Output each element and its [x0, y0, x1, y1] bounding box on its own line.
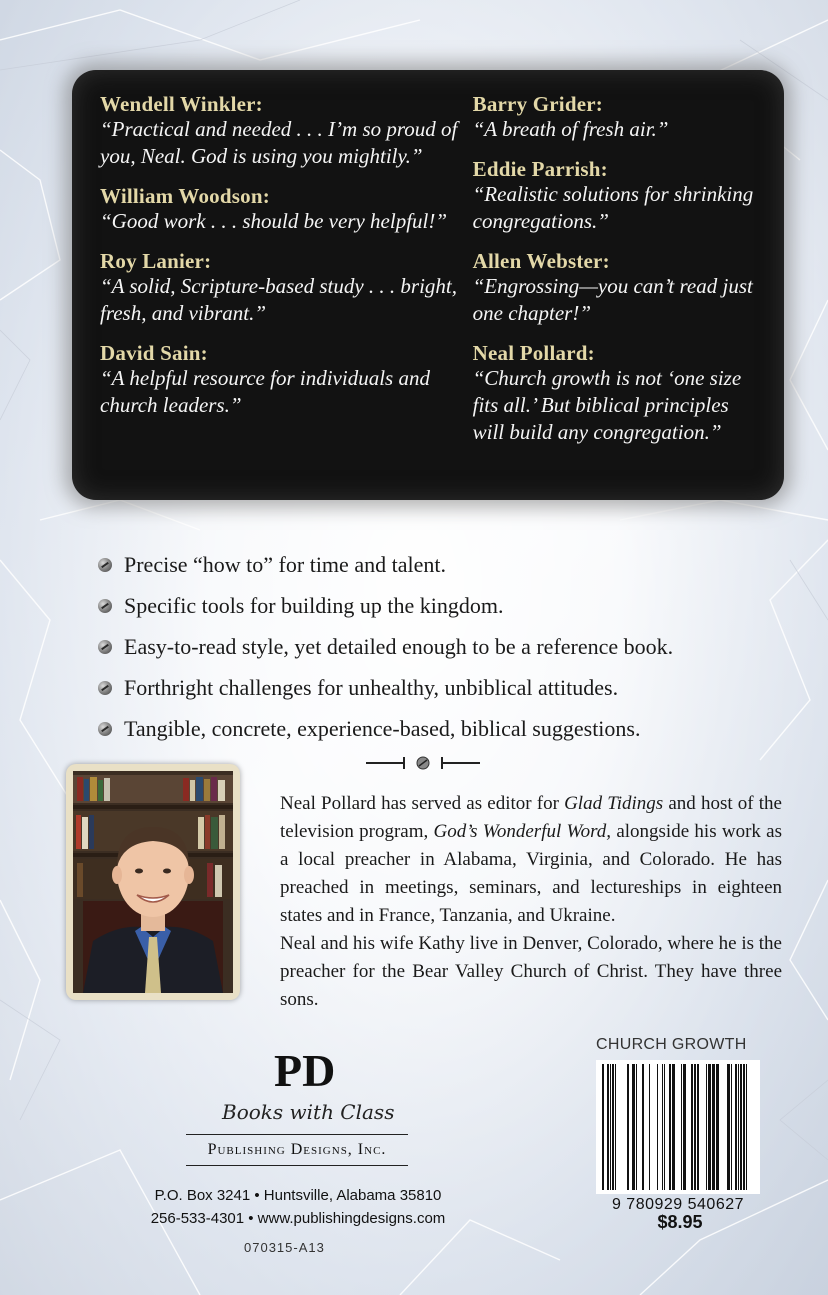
testimonial-author: Allen Webster:	[472, 249, 610, 273]
bio-text: and host of the television program,	[280, 793, 782, 842]
isbn-digits: 9 780929 540627	[611, 1196, 745, 1213]
barcode-bar	[738, 1064, 739, 1190]
author-portrait-image	[73, 771, 233, 993]
testimonial-author: David Sain:	[100, 341, 208, 365]
barcode-bar	[607, 1064, 609, 1190]
bio-paragraph-2: Neal and his wife Kathy live in Denver, Colorado, where he is the preacher for the Bear Valley Church of Christ. They have three sons.	[280, 933, 782, 1010]
barcode-bar	[746, 1064, 747, 1190]
testimonial	[100, 341, 469, 419]
testimonial-quote: “A solid, Scripture-based study . . . bright, fresh, and vibrant.”	[100, 274, 457, 325]
barcode-bar	[657, 1064, 658, 1190]
author-bio	[268, 790, 782, 1014]
barcode-bar	[706, 1064, 707, 1190]
list-item	[98, 585, 798, 626]
testimonial-quote: “A breath of fresh air.”	[472, 117, 669, 141]
testimonial	[473, 92, 760, 143]
book-category: CHURCH GROWTH	[596, 1036, 747, 1053]
testimonial	[473, 249, 760, 327]
testimonial-author: William Woodson:	[100, 184, 270, 208]
testimonial-quote: “A helpful resource for individuals and church leaders.”	[100, 366, 430, 417]
barcode-bar	[731, 1064, 732, 1190]
barcode-bar	[636, 1064, 637, 1190]
barcode-bar	[716, 1064, 719, 1190]
publisher-address	[112, 1184, 484, 1230]
bullet-text: Forthright challenges for unhealthy, unbiblical attitudes.	[124, 674, 619, 700]
barcode-bar	[610, 1064, 611, 1190]
barcode-bar	[612, 1064, 614, 1190]
testimonial-quote: “Good work . . . should be very helpful!”	[100, 209, 448, 233]
isbn-barcode	[596, 1060, 760, 1194]
barcode-bar	[642, 1064, 644, 1190]
feature-bullet-list	[98, 544, 798, 749]
bullet-icon	[98, 599, 112, 613]
testimonial-quote: “Practical and needed . . . I’m so proud of you, Neal. God is using you mightily.”	[100, 117, 458, 168]
barcode-bar	[712, 1064, 715, 1190]
testimonial	[473, 341, 760, 446]
barcode-bar	[727, 1064, 730, 1190]
barcode-image	[596, 1060, 760, 1194]
author-photo	[73, 771, 233, 993]
testimonial-author: Eddie Parrish:	[472, 157, 608, 181]
testimonial-quote: “Church growth is not ‘one size fits all.’ But biblical principles will build any congregation.”	[472, 366, 742, 444]
bio-title-gods-wonderful-word: God’s Wonderful Word,	[433, 821, 612, 842]
barcode-bar	[662, 1064, 663, 1190]
pd-logo-icon	[270, 1040, 336, 1096]
testimonial-author: Roy Lanier:	[100, 249, 212, 273]
barcode-bar	[627, 1064, 629, 1190]
publisher-tagline: Books with Class	[222, 1100, 395, 1124]
barcode-bar	[602, 1064, 604, 1190]
pd-logo-letter-p: PD	[274, 1045, 336, 1096]
barcode-bar	[743, 1064, 745, 1190]
barcode-bar	[694, 1064, 696, 1190]
barcode-bar	[664, 1064, 665, 1190]
product-code: 070315-A13	[244, 1240, 325, 1255]
testimonial	[100, 92, 469, 170]
testimonial	[100, 184, 469, 235]
bullet-text: Easy-to-read style, yet detailed enough to be a reference book.	[124, 633, 674, 659]
bullet-text: Tangible, concrete, experience-based, biblical suggestions.	[124, 715, 641, 741]
barcode-bar	[740, 1064, 742, 1190]
testimonial	[100, 249, 469, 327]
barcode-bar	[697, 1064, 699, 1190]
bio-text: alongside his work as a local preacher in Alabama, Virginia, and Colorado. He has preached in meetings, seminars, and lectureships in eighteen states and in France, Tanzania, and Ukraine.	[280, 821, 782, 926]
bullet-icon	[98, 722, 112, 736]
testimonials-left-column	[100, 92, 469, 500]
barcode-bar	[669, 1064, 671, 1190]
bio-paragraph-1	[268, 790, 782, 930]
testimonials-right-column	[473, 92, 760, 500]
bullet-text: Precise “how to” for time and talent.	[124, 551, 446, 577]
testimonial	[473, 157, 760, 235]
testimonial-author: Wendell Winkler:	[100, 92, 263, 116]
barcode-bar	[735, 1064, 737, 1190]
bio-text: Neal Pollard has served as editor for	[280, 793, 565, 814]
barcode-bar	[672, 1064, 675, 1190]
list-item	[98, 667, 798, 708]
bullet-text: Specific tools for building up the kingdom.	[124, 592, 504, 618]
barcode-bar	[708, 1064, 711, 1190]
barcode-bar	[615, 1064, 616, 1190]
barcode-bar	[649, 1064, 650, 1190]
bullet-icon	[98, 558, 112, 572]
address-line: P.O. Box 3241 • Huntsville, Alabama 35810	[154, 1187, 442, 1204]
publisher-name: Publishing Designs, Inc.	[186, 1134, 408, 1166]
testimonial-author: Neal Pollard:	[472, 341, 595, 365]
testimonials-panel	[72, 70, 784, 500]
contact-line: 256-533-4301 • www.publishingdesigns.com	[150, 1210, 446, 1227]
publisher-logo	[186, 1040, 408, 1166]
bio-title-glad-tidings: Glad Tidings	[564, 793, 664, 814]
barcode-bar	[632, 1064, 635, 1190]
author-photo-frame	[66, 764, 240, 1000]
testimonial-quote: “Engrossing—you can’t read just one chapter!”	[472, 274, 753, 325]
bullet-icon	[98, 640, 112, 654]
list-item	[98, 544, 798, 585]
barcode-bar	[681, 1064, 682, 1190]
ornament-divider	[366, 755, 480, 771]
barcode-bar	[691, 1064, 693, 1190]
bullet-icon	[98, 681, 112, 695]
testimonial-quote: “Realistic solutions for shrinking congregations.”	[472, 182, 754, 233]
price: $8.95	[657, 1212, 703, 1232]
list-item	[98, 708, 798, 749]
testimonial-author: Barry Grider:	[472, 92, 603, 116]
list-item	[98, 626, 798, 667]
barcode-bar	[683, 1064, 686, 1190]
